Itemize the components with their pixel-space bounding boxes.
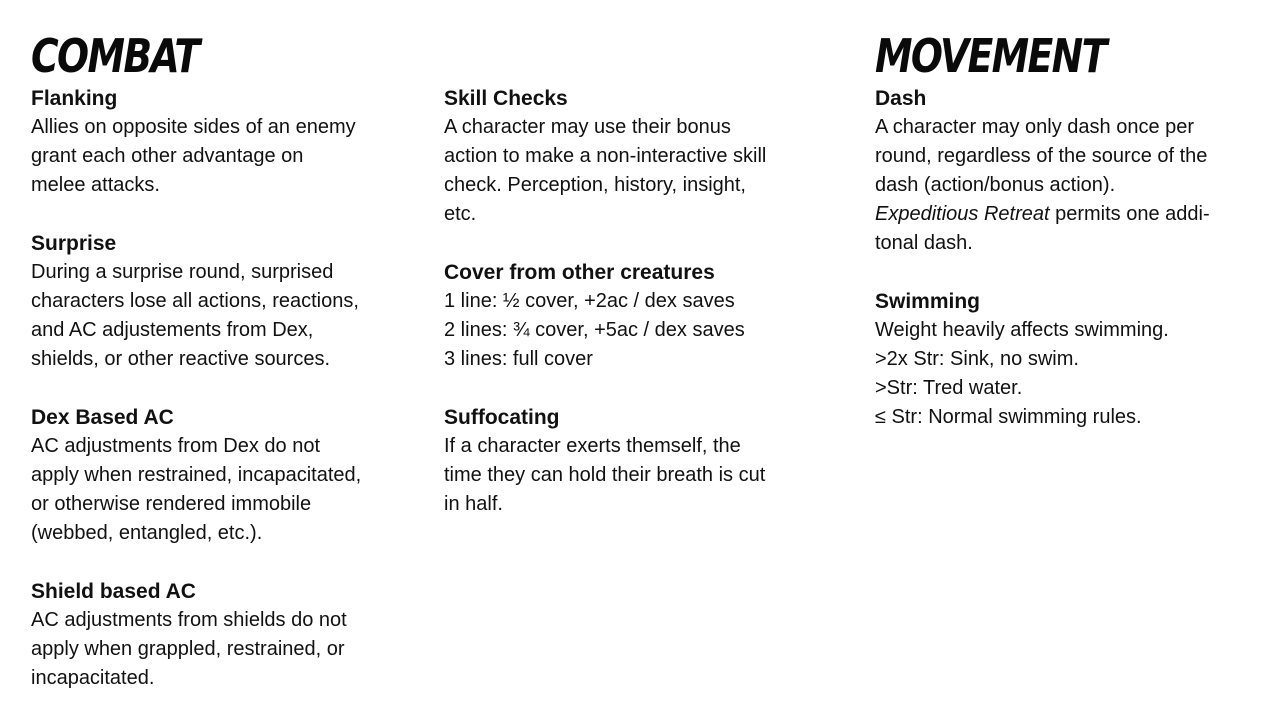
rule-suffocating [444, 403, 834, 519]
rule-title: Skill Checks [444, 87, 568, 110]
rule-skill-checks [444, 84, 834, 229]
rule-text-line: AC adjustments from shields do not [31, 609, 347, 631]
rule-title: Flanking [31, 87, 118, 110]
rule-surprise [31, 229, 421, 374]
rule-dex-based-ac [31, 403, 421, 548]
rule-title: Swimming [875, 290, 981, 313]
rule-text-line: apply when restrained, incapacitated, [31, 464, 362, 486]
rule-text-line: ≤ Str: Normal swimming rules. [875, 406, 1142, 428]
rule-flanking [31, 84, 421, 200]
general-rules [444, 84, 834, 548]
rule-text-line: action to make a non-interactive skill [444, 145, 767, 167]
rule-title: Suffocating [444, 406, 560, 429]
rule-text-line: >2x Str: Sink, no swim. [875, 348, 1079, 370]
spell-name: Expeditious Retreat [875, 203, 1050, 225]
rule-text-line: If a character exerts themself, the [444, 435, 741, 457]
movement-heading: MOVEMENT [875, 29, 1106, 83]
rule-swimming [875, 287, 1265, 432]
rule-text-line: tonal dash. [875, 232, 973, 254]
rule-text-line: time they can hold their breath is cut [444, 464, 766, 486]
rule-text-line: 1 line: ½ cover, +2ac / dex saves [444, 290, 735, 312]
rule-text-line: grant each other advantage on [31, 145, 304, 167]
rule-dash [875, 84, 1265, 258]
rule-title: Surprise [31, 232, 117, 255]
rule-text-line: During a surprise round, surprised [31, 261, 334, 283]
rule-title: Shield based AC [31, 580, 196, 603]
rule-text-line: shields, or other reactive sources. [31, 348, 331, 370]
rule-text-line [875, 200, 1265, 229]
rule-text-line: check. Perception, history, insight, [444, 174, 746, 196]
rule-text-line: 2 lines: ¾ cover, +5ac / dex saves [444, 319, 745, 341]
rule-text-line: AC adjustments from Dex do not [31, 435, 321, 457]
rule-title: Dex Based AC [31, 406, 174, 429]
rule-text-line: >Str: Tred water. [875, 377, 1023, 399]
rule-cover [444, 258, 834, 374]
rule-title: Dash [875, 87, 927, 110]
rule-text-line: round, regardless of the source of the [875, 145, 1208, 167]
rule-title: Cover from other creatures [444, 261, 715, 284]
rule-text-fragment: permits one addi- [1049, 203, 1210, 225]
rule-text-line: (webbed, entangled, etc.). [31, 522, 263, 544]
rule-text-line: etc. [444, 203, 477, 225]
rule-text-line: 3 lines: full cover [444, 348, 593, 370]
rule-text-line: or otherwise rendered immobile [31, 493, 312, 515]
combat-rules [31, 84, 421, 722]
rule-text-line: melee attacks. [31, 174, 160, 196]
movement-rules [875, 84, 1265, 461]
rule-text-line: Allies on opposite sides of an enemy [31, 116, 356, 138]
rule-text-line: apply when grappled, restrained, or [31, 638, 345, 660]
rule-text-line: A character may use their bonus [444, 116, 731, 138]
rule-text-line: and AC adjustements from Dex, [31, 319, 314, 341]
rule-text-line: Weight heavily affects swimming. [875, 319, 1169, 341]
rule-shield-based-ac [31, 577, 421, 693]
rule-text-line: dash (action/bonus action). [875, 174, 1116, 196]
rule-text-line: A character may only dash once per [875, 116, 1195, 138]
rule-text-line: in half. [444, 493, 503, 515]
combat-heading: COMBAT [31, 29, 199, 83]
rule-text-line: incapacitated. [31, 667, 155, 689]
rule-text-line: characters lose all actions, reactions, [31, 290, 359, 312]
